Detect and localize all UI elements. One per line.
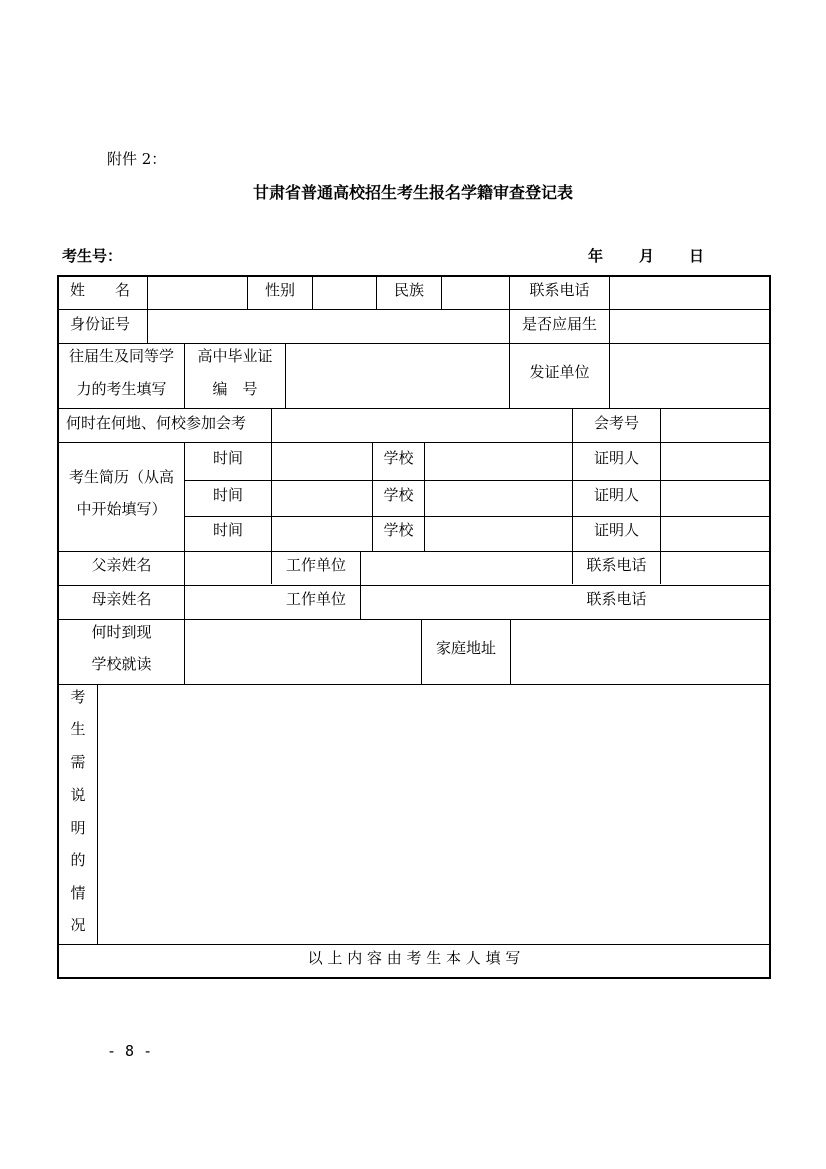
father-name-field[interactable]: [185, 552, 271, 585]
name-label: 姓 名: [70, 281, 131, 299]
exam-number-label: 考生号：: [62, 247, 123, 265]
mother-work-unit-field[interactable]: [361, 586, 572, 619]
notes-label-char: 生: [70, 720, 86, 738]
graduate-label: 是否应届生: [521, 315, 597, 333]
resume-time-field[interactable]: [272, 443, 372, 480]
day-label: 日: [689, 247, 705, 265]
resume-witness-label: 证明人: [593, 521, 639, 539]
notes-field[interactable]: [98, 685, 769, 944]
notes-label-char: 况: [70, 916, 86, 934]
notes-label-char: 明: [70, 819, 86, 837]
attachment-label: 附件 2：: [107, 150, 167, 168]
mother-name-field[interactable]: [185, 586, 271, 619]
mother-phone-field[interactable]: [661, 586, 769, 619]
notes-label-char: 需: [70, 753, 86, 771]
father-name-label: 父亲姓名: [91, 556, 152, 574]
footer-note: 以 上 内 容 由 考 生 本 人 填 写: [307, 949, 521, 967]
resume-school-field[interactable]: [425, 443, 572, 480]
phone-label: 联系电话: [529, 281, 590, 299]
ethnicity-field[interactable]: [442, 277, 509, 309]
resume-school-field[interactable]: [425, 481, 572, 516]
gender-label: 性别: [264, 281, 295, 299]
prev-grad-label-line1: 往届生及同等学: [68, 347, 174, 365]
issuer-field[interactable]: [610, 344, 769, 408]
name-field[interactable]: [148, 277, 247, 309]
father-phone-label: 联系电话: [586, 556, 647, 574]
resume-time-label: 时间: [212, 521, 243, 539]
resume-time-field[interactable]: [272, 481, 372, 516]
issuer-label: 发证单位: [529, 363, 590, 381]
gender-field[interactable]: [313, 277, 376, 309]
mother-name-label: 母亲姓名: [91, 590, 152, 608]
resume-witness-label: 证明人: [593, 486, 639, 504]
arrival-label-line1: 何时到现: [91, 623, 152, 641]
notes-label-char: 的: [70, 851, 86, 869]
month-label: 月: [639, 247, 655, 265]
father-work-unit-label: 工作单位: [285, 556, 346, 574]
id-number-label: 身份证号: [70, 315, 131, 333]
id-number-field[interactable]: [148, 310, 509, 343]
graduate-field[interactable]: [610, 310, 769, 343]
diploma-label-line1: 高中毕业证: [197, 347, 273, 365]
table-border-bottom: [57, 977, 771, 979]
table-border-right: [769, 275, 771, 979]
notes-label-char: 考: [70, 688, 86, 706]
notes-label-char: 说: [70, 786, 86, 804]
arrival-label-line2: 学校就读: [91, 655, 152, 673]
resume-school-label: 学校: [383, 521, 414, 539]
resume-witness-field[interactable]: [661, 517, 769, 551]
ethnicity-label: 民族: [393, 281, 424, 299]
diploma-number-field[interactable]: [286, 344, 509, 408]
mother-work-unit-label: 工作单位: [285, 590, 346, 608]
resume-witness-field[interactable]: [661, 443, 769, 480]
resume-label-line2: 中开始填写）: [76, 500, 167, 518]
row-line: [58, 944, 770, 945]
mother-phone-label: 联系电话: [586, 590, 647, 608]
home-address-field[interactable]: [511, 620, 769, 684]
resume-witness-field[interactable]: [661, 481, 769, 516]
exam-where-field[interactable]: [272, 409, 572, 442]
resume-school-label: 学校: [383, 449, 414, 467]
father-phone-field[interactable]: [661, 552, 769, 585]
notes-label-char: 情: [70, 884, 86, 902]
phone-field[interactable]: [610, 277, 769, 309]
page-number: - 8 -: [107, 1042, 153, 1060]
arrival-field[interactable]: [185, 620, 421, 684]
form-title: 甘肃省普通高校招生考生报名学籍审查登记表: [252, 183, 573, 202]
prev-grad-label-line2: 力的考生填写: [76, 380, 167, 398]
exam-no-label: 会考号: [593, 414, 639, 432]
resume-school-field[interactable]: [425, 517, 572, 551]
resume-time-label: 时间: [212, 486, 243, 504]
resume-time-label: 时间: [212, 449, 243, 467]
year-label: 年: [588, 247, 604, 265]
diploma-label-line2: 编 号: [212, 380, 258, 398]
exam-no-field[interactable]: [661, 409, 769, 442]
resume-label-line1: 考生简历（从高: [68, 468, 174, 486]
exam-where-label: 何时在何地、何校参加会考: [66, 414, 247, 432]
resume-witness-label: 证明人: [593, 449, 639, 467]
father-work-unit-field[interactable]: [361, 552, 572, 585]
home-address-label: 家庭地址: [435, 639, 496, 657]
resume-school-label: 学校: [383, 486, 414, 504]
resume-time-field[interactable]: [272, 517, 372, 551]
